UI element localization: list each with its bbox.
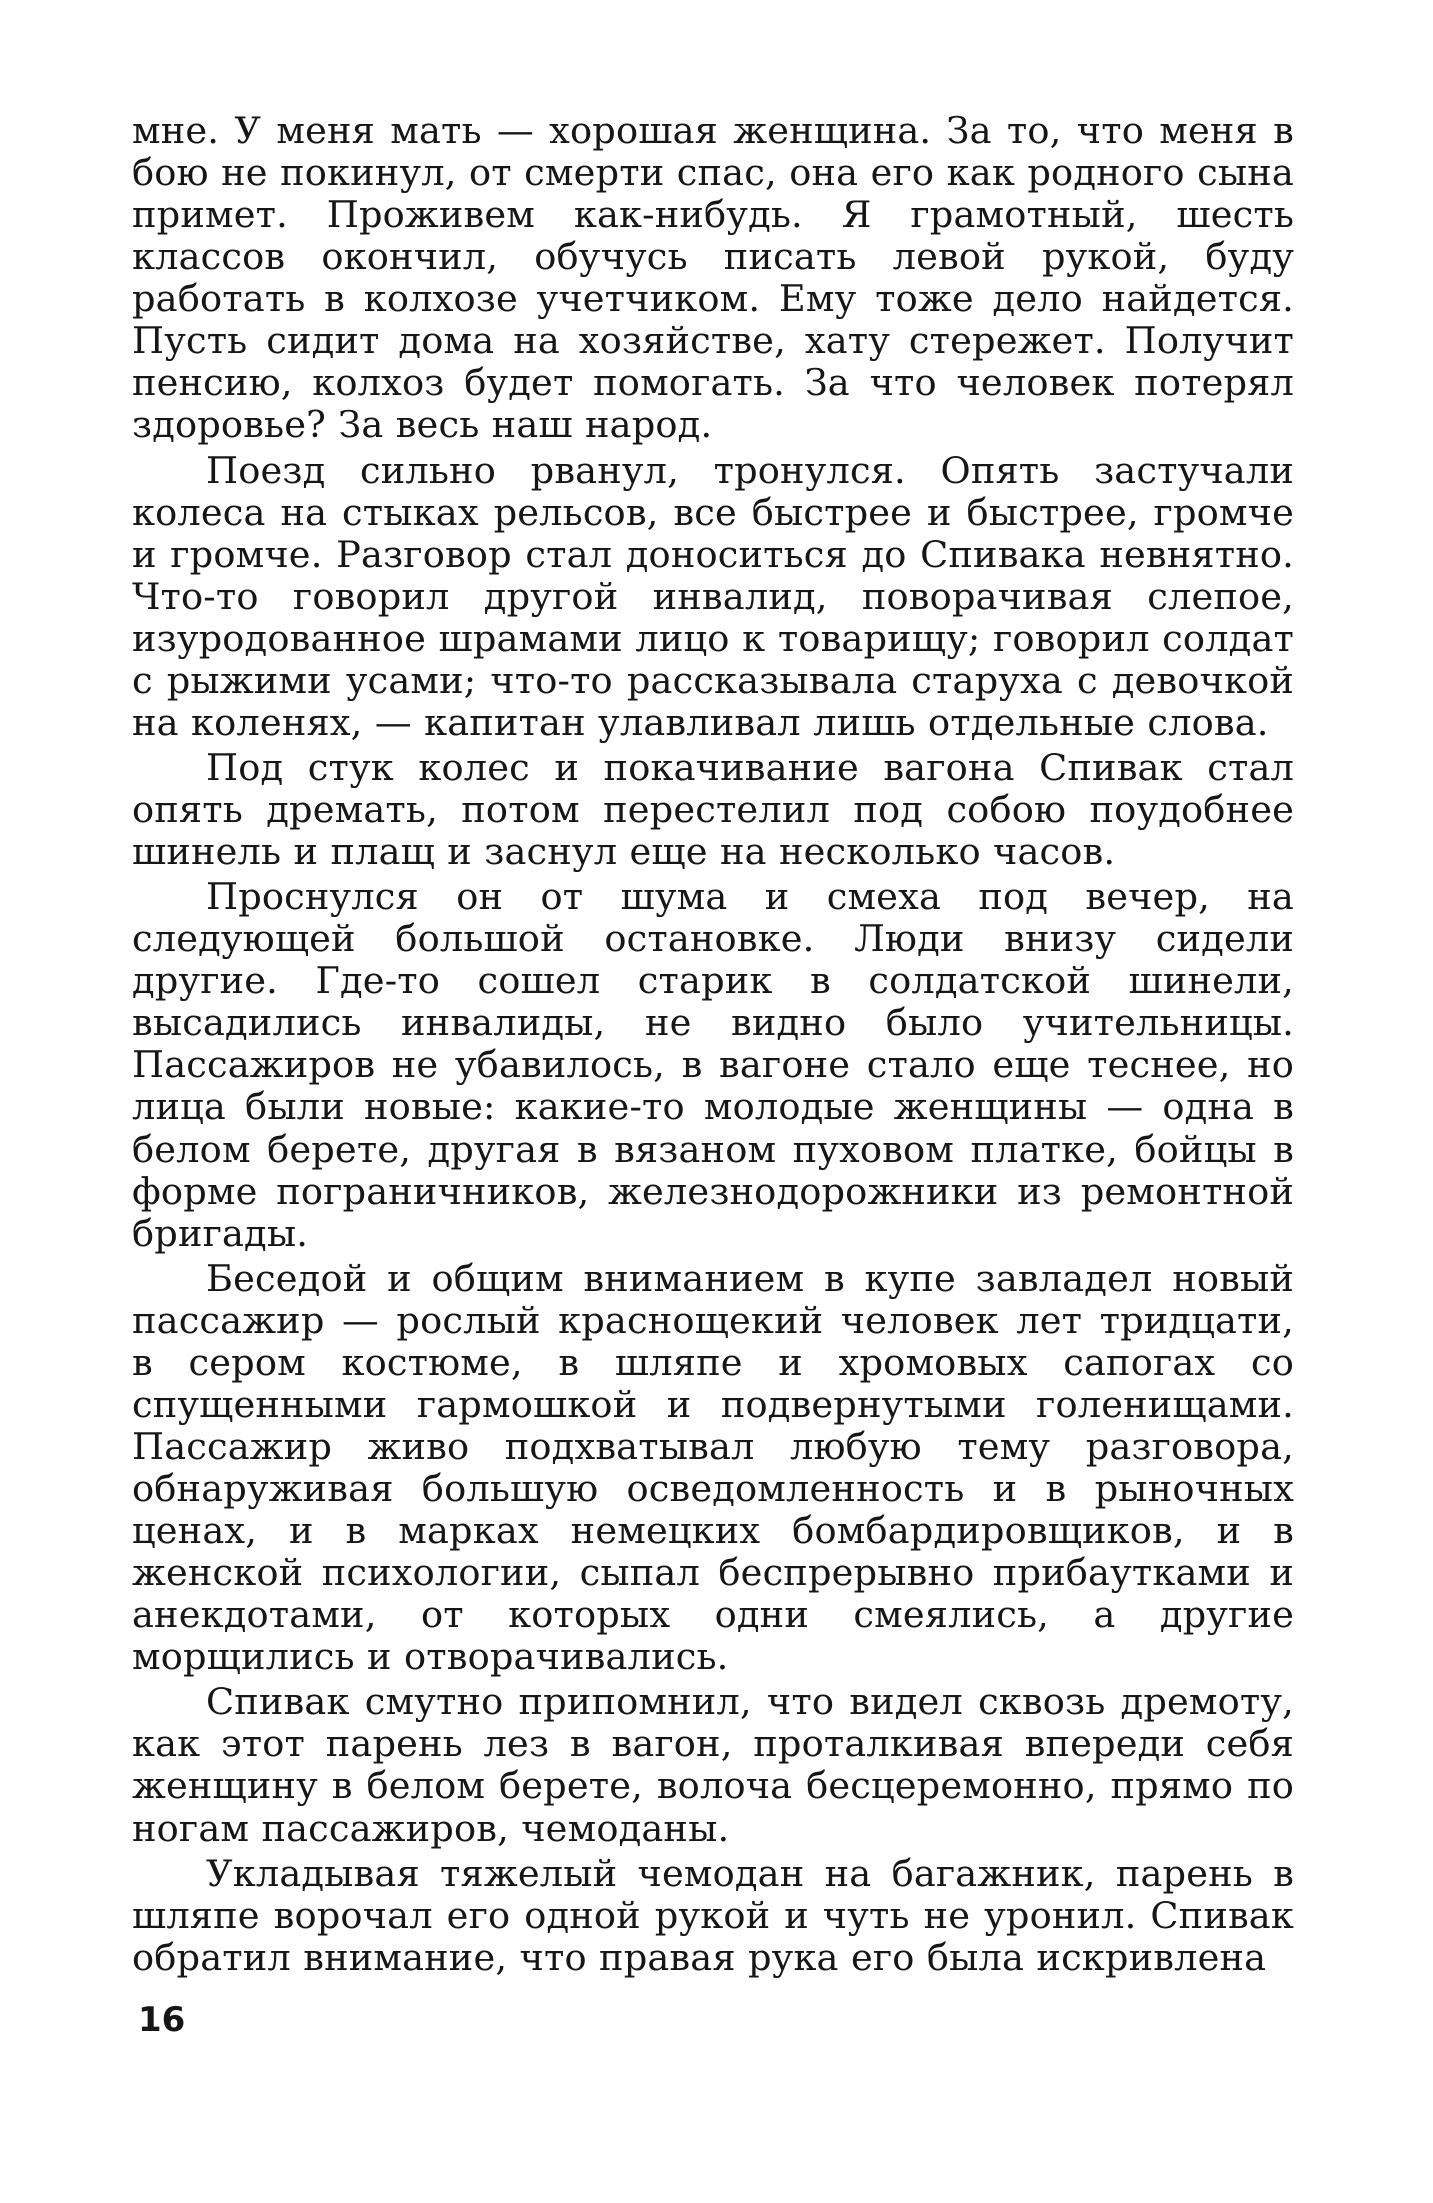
body-text: [132, 110, 1294, 1979]
page-number: 16: [138, 2000, 186, 2040]
paragraph: Укладывая тяжелый чемодан на багажник, парень в шляпе ворочал его одной рукой и чуть не уронил. Спивак обратил внимание, что правая рука его была искривлена: [132, 1851, 1294, 1979]
paragraph: Проснулся он от шума и смеха под вечер, на следующей большой остановке. Люди внизу сидели другие. Где-то сошел старик в солдатской шинели, высадились инвалиды, не видно было учительницы. Пассажиров не убавилось, в вагоне стало еще теснее, но лица были новые: какие-то молодые женщины — одна в белом берете, другая в вязаном пуховом платке, бойцы в форме пограничников, железнодорожники из ремонтной бригады.: [132, 875, 1294, 1255]
book-page: [132, 110, 1294, 2070]
paragraph: Под стук колес и покачивание вагона Спивак стал опять дремать, потом перестелил под собою поудобнее шинель и плащ и заснул еще на несколько часов.: [132, 745, 1294, 874]
paragraph: мне. У меня мать — хорошая женщина. За то, что меня в бою не покинул, от смерти спас, она его как родного сына примет. Проживем как-нибудь. Я грамотный, шесть классов окончил, обучусь писать левой рукой, буду работать в колхозе учетчиком. Ему тоже дело найдется. Пусть сидит дома на хозяйстве, хату стережет. Получит пенсию, колхоз будет помогать. За что человек потерял здоровье? За весь наш народ.: [132, 109, 1294, 447]
paragraph: Спивак смутно припомнил, что видел сквозь дремоту, как этот парень лез в вагон, проталкивая впереди себя женщину в белом берете, волоча бесцеремонно, прямо по ногам пассажиров, чемоданы.: [132, 1680, 1294, 1850]
paragraph: Беседой и общим вниманием в купе завладел новый пассажир — рослый краснощекий человек лет тридцати, в сером костюме, в шляпе и хромовых сапогах со спущенными гармошкой и подвернутыми голенищами. Пассажир живо подхватывал любую тему разговора, обнаруживая большую осведомленность и в рыночных ценах, и в марках немецких бомбардировщиков, и в женской психологии, сыпал беспрерывно прибаутками и анекдотами, от которых одни смеялись, а другие морщились и отворачивались.: [132, 1256, 1294, 1679]
paragraph: Поезд сильно рванул, тронулся. Опять застучали колеса на стыках рельсов, все быстрее и быстрее, громче и громче. Разговор стал доноситься до Спивака невнятно. Что-то говорил другой инвалид, поворачивая слепое, изуродованное шрамами лицо к товарищу; говорил солдат с рыжими усами; что-то рассказывала старуха с девочкой на коленях, — капитан улавливал лишь отдельные слова.: [132, 448, 1294, 744]
